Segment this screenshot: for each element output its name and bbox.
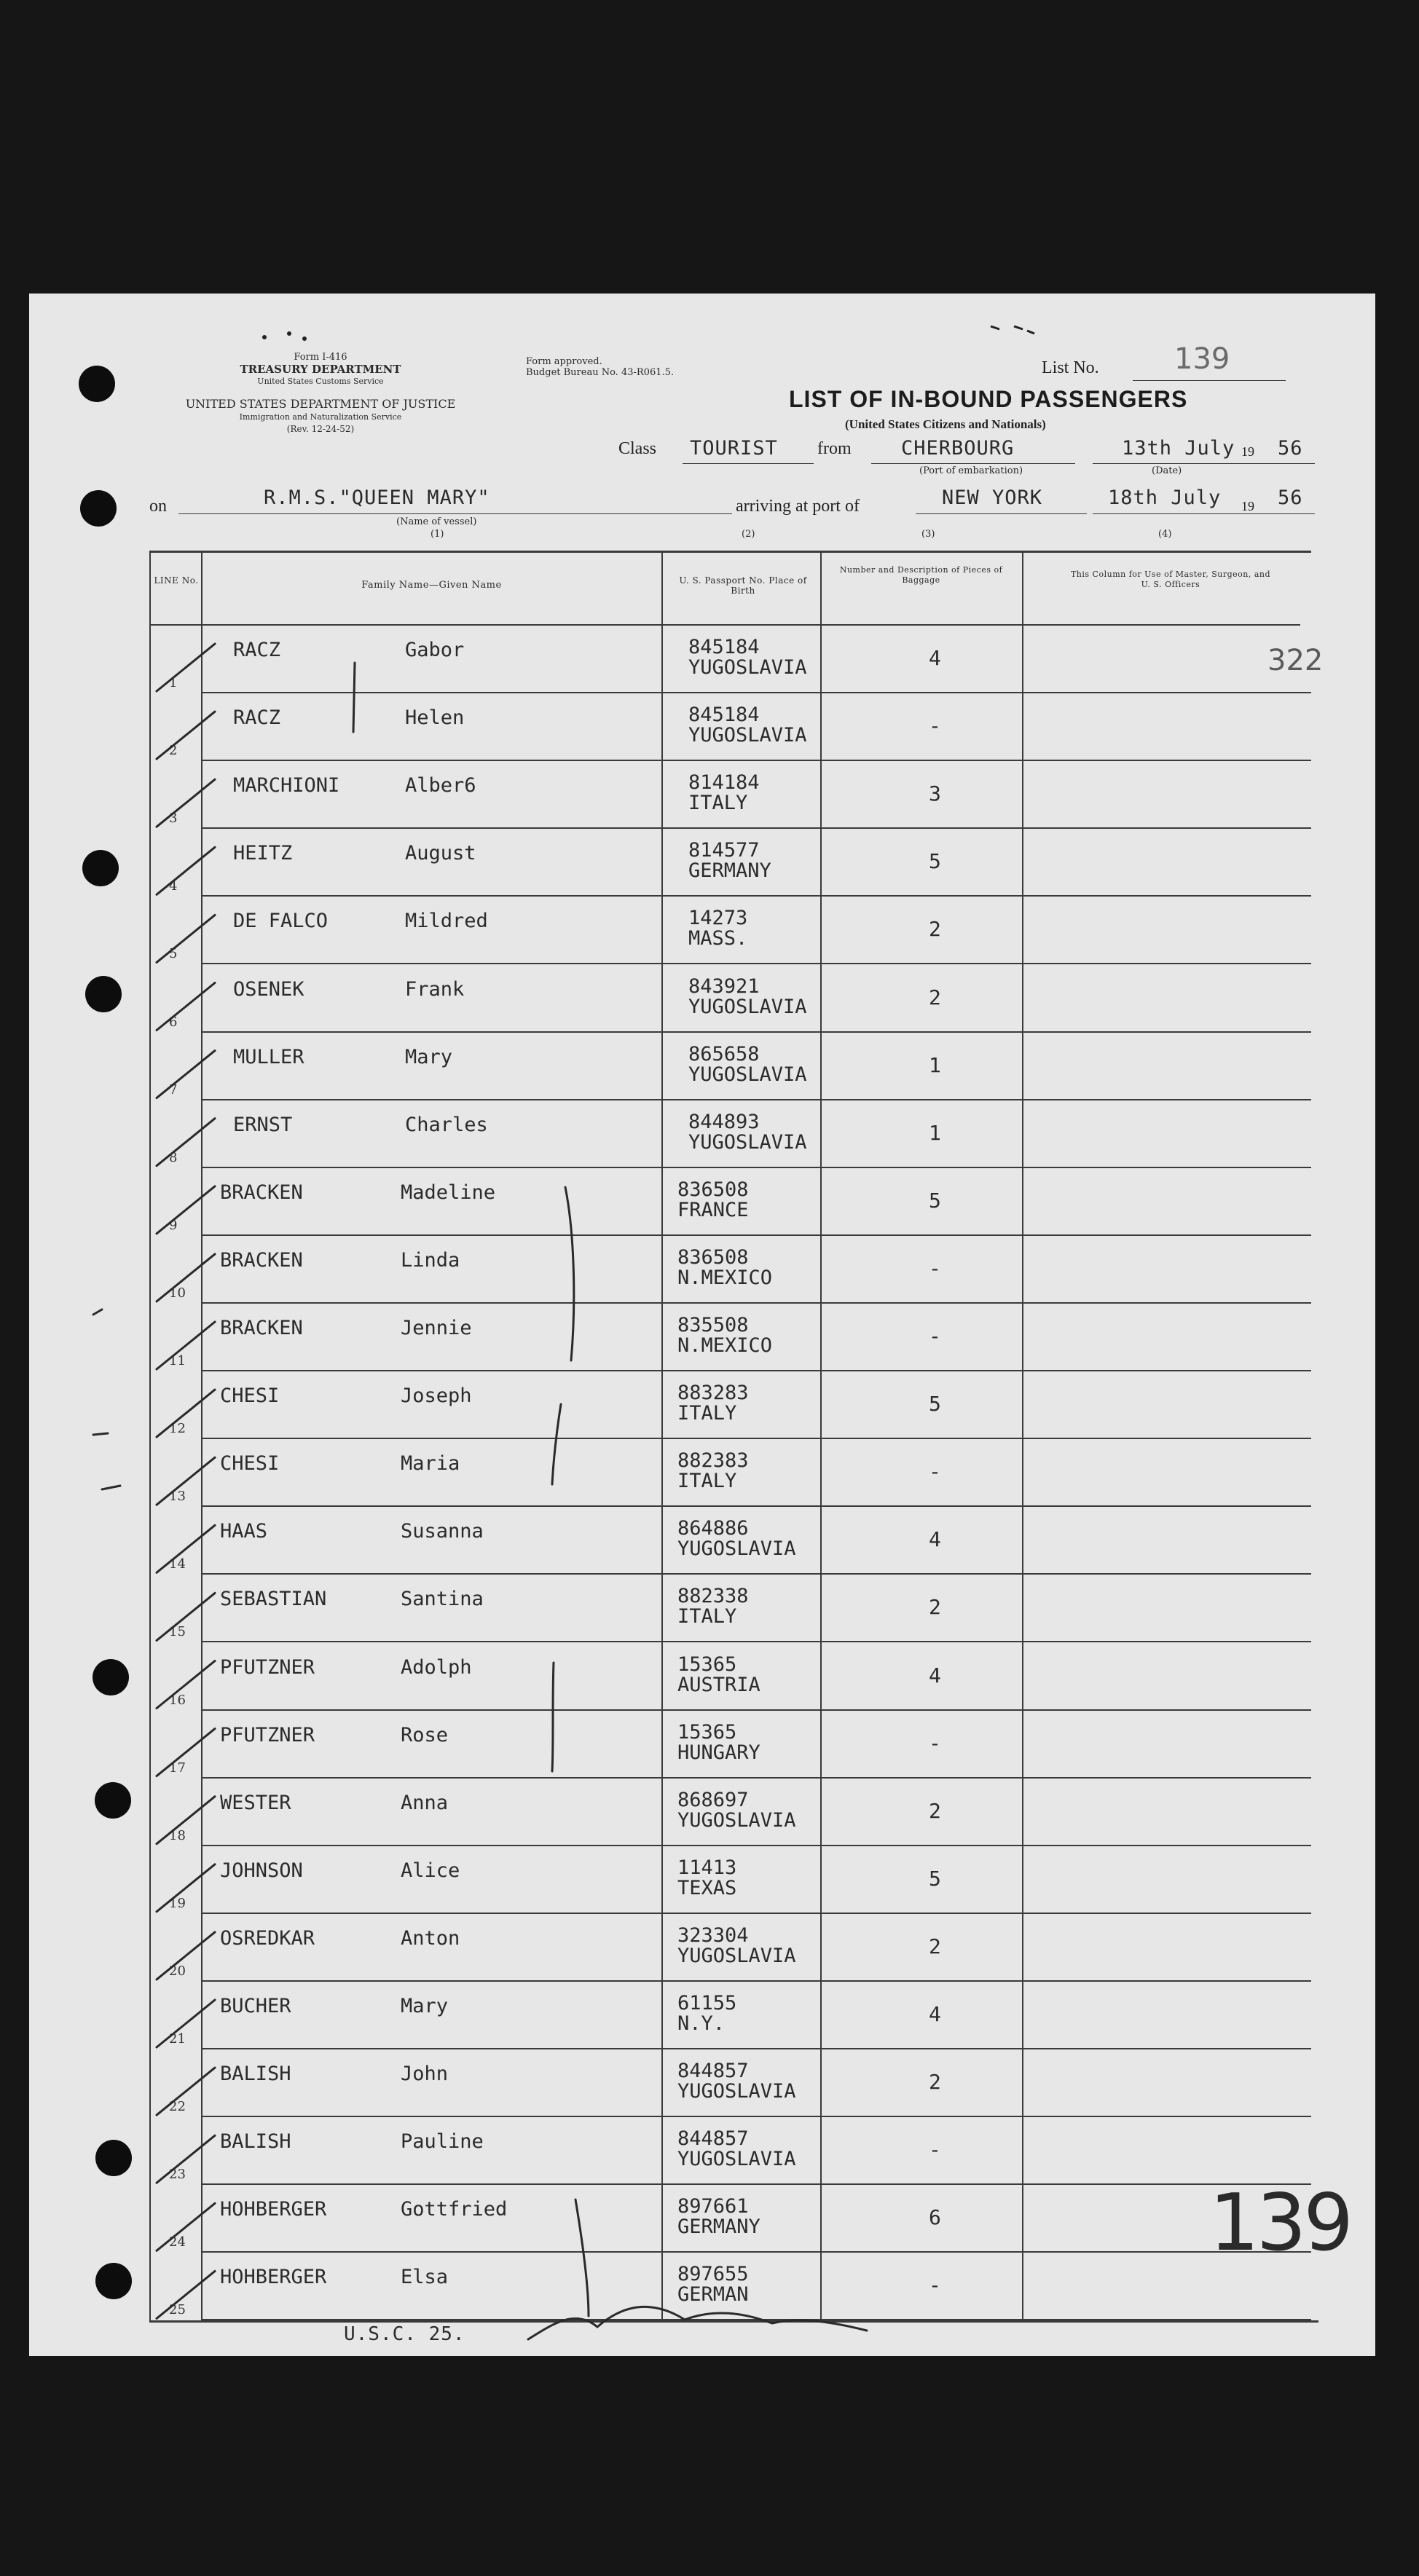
passport-number: 897655 bbox=[677, 2263, 749, 2286]
check-mark bbox=[157, 1390, 215, 1437]
baggage-count: 2 bbox=[929, 1934, 941, 1958]
line-number: 14 bbox=[169, 1556, 186, 1572]
passport-number: 883283 bbox=[677, 1382, 749, 1405]
birth-place: TEXAS bbox=[677, 1876, 737, 1899]
baggage-count: - bbox=[929, 1730, 941, 1755]
col-header-passport: U. S. Passport No. Place of Birth bbox=[679, 575, 807, 596]
given-name: Pauline bbox=[401, 2130, 484, 2154]
family-name: RACZ bbox=[233, 639, 281, 661]
line-number: 11 bbox=[169, 1353, 186, 1368]
family-name: OSREDKAR bbox=[220, 1926, 315, 1950]
given-name: Susanna bbox=[401, 1520, 484, 1543]
list-no-value: 139 bbox=[1174, 342, 1230, 376]
on-label: on bbox=[149, 497, 167, 516]
line-number: 17 bbox=[169, 1760, 186, 1776]
check-mark bbox=[157, 2271, 215, 2318]
birth-place: ITALY bbox=[688, 792, 748, 815]
passport-number: 814184 bbox=[688, 771, 760, 795]
col-num-3: (3) bbox=[921, 529, 935, 540]
birth-place: YUGOSLAVIA bbox=[677, 1537, 796, 1561]
baggage-count: 5 bbox=[929, 1188, 941, 1213]
check-mark bbox=[157, 1729, 215, 1776]
footer-code: U.S.C. 25. bbox=[344, 2323, 465, 2345]
passport-number: 882338 bbox=[677, 1585, 749, 1608]
line-number: 2 bbox=[169, 743, 178, 759]
check-mark bbox=[157, 1661, 215, 1709]
vessel-caption: (Name of vessel) bbox=[396, 516, 477, 527]
baggage-count: 5 bbox=[929, 1866, 941, 1891]
budget-bureau: Budget Bureau No. 43-R061.5. bbox=[526, 367, 675, 378]
birth-place: GERMANY bbox=[688, 859, 771, 883]
baggage-count: 2 bbox=[929, 917, 941, 942]
line-number: 23 bbox=[169, 2167, 186, 2183]
passport-number: 845184 bbox=[688, 636, 760, 658]
baggage-count: 3 bbox=[929, 781, 941, 806]
baggage-count: - bbox=[929, 714, 941, 738]
family-name: ERNST bbox=[233, 1113, 293, 1136]
passport-number: 865658 bbox=[688, 1042, 760, 1066]
check-mark bbox=[157, 1186, 215, 1234]
birth-place: AUSTRIA bbox=[677, 1673, 760, 1696]
page-subtitle: (United States Citizens and Nationals) bbox=[845, 417, 1046, 431]
family-name: CHESI bbox=[220, 1452, 280, 1476]
class-label: Class bbox=[618, 439, 657, 458]
birth-place: GERMAN bbox=[677, 2283, 749, 2307]
embarkation-port: CHERBOURG bbox=[901, 437, 1015, 460]
check-mark bbox=[157, 915, 215, 962]
birth-place: YUGOSLAVIA bbox=[688, 656, 807, 679]
baggage-count: - bbox=[929, 2273, 941, 2298]
passport-number: 844857 bbox=[677, 2060, 749, 2083]
birth-place: YUGOSLAVIA bbox=[688, 1063, 807, 1086]
given-name: Gottfried bbox=[401, 2198, 508, 2221]
line-number: 25 bbox=[169, 2302, 186, 2318]
given-name: Gabor bbox=[405, 639, 465, 661]
col-num-1: (1) bbox=[431, 529, 444, 540]
customs-service: United States Customs Service bbox=[257, 377, 384, 386]
family-name: RACZ bbox=[233, 706, 281, 730]
given-name: Helen bbox=[405, 706, 465, 730]
justice-department: UNITED STATES DEPARTMENT OF JUSTICE bbox=[185, 397, 456, 411]
check-mark bbox=[157, 1119, 215, 1166]
check-mark bbox=[157, 1254, 215, 1301]
baggage-count: 2 bbox=[929, 1595, 941, 1620]
given-name: August bbox=[405, 842, 476, 865]
birth-place: ITALY bbox=[677, 1605, 737, 1628]
baggage-count: - bbox=[929, 1256, 941, 1280]
given-name: Rose bbox=[401, 1723, 449, 1746]
family-name: HOHBERGER bbox=[220, 2198, 327, 2221]
line-number: 1 bbox=[169, 675, 178, 690]
arrival-port: NEW YORK bbox=[942, 487, 1043, 509]
birth-place: HUNGARY bbox=[677, 1741, 760, 1764]
line-number: 4 bbox=[169, 878, 178, 894]
col-num-4: (4) bbox=[1158, 529, 1172, 540]
col-header-officers: This Column for Use of Master, Surgeon, and U. S. Officers bbox=[1070, 570, 1271, 589]
line-number: 20 bbox=[169, 1963, 186, 1979]
family-name: BRACKEN bbox=[220, 1317, 303, 1339]
birth-place: ITALY bbox=[677, 1470, 737, 1493]
given-name: Madeline bbox=[401, 1181, 496, 1204]
family-name: MARCHIONI bbox=[233, 774, 340, 797]
check-mark bbox=[157, 1797, 215, 1844]
arrival-year-prefix: 19 bbox=[1241, 499, 1254, 513]
passport-number: 814577 bbox=[688, 839, 760, 862]
birth-place: YUGOSLAVIA bbox=[688, 1130, 807, 1154]
baggage-count: - bbox=[929, 2138, 941, 2162]
arriving-label: arriving at port of bbox=[736, 497, 860, 516]
embarkation-date: 13th July bbox=[1122, 437, 1235, 460]
check-mark bbox=[157, 2068, 215, 2115]
from-label: from bbox=[817, 439, 852, 458]
passport-number: 323304 bbox=[677, 1923, 749, 1947]
given-name: John bbox=[401, 2063, 449, 2086]
baggage-count: 1 bbox=[929, 1120, 941, 1145]
line-number: 13 bbox=[169, 1489, 186, 1505]
check-mark bbox=[157, 1593, 215, 1640]
given-name: Jennie bbox=[401, 1317, 472, 1339]
family-name: BALISH bbox=[220, 2130, 291, 2154]
passport-number: 864886 bbox=[677, 1517, 749, 1540]
check-mark bbox=[157, 983, 215, 1031]
check-mark bbox=[157, 2000, 215, 2047]
baggage-count: 5 bbox=[929, 849, 941, 874]
line-number: 24 bbox=[169, 2234, 186, 2250]
baggage-count: 2 bbox=[929, 2070, 941, 2095]
form-approved: Form approved. bbox=[526, 356, 602, 367]
given-name: Alber6 bbox=[405, 774, 476, 797]
baggage-count: 2 bbox=[929, 1798, 941, 1823]
ins-service: Immigration and Naturalization Service bbox=[239, 412, 402, 422]
class-value: TOURIST bbox=[690, 437, 778, 460]
baggage-count: 4 bbox=[929, 1663, 941, 1687]
birth-place: YUGOSLAVIA bbox=[677, 2080, 796, 2103]
check-mark bbox=[157, 1322, 215, 1369]
given-name: Alice bbox=[401, 1859, 460, 1882]
baggage-count: 2 bbox=[929, 985, 941, 1009]
birth-place: YUGOSLAVIA bbox=[677, 2148, 796, 2171]
check-mark bbox=[157, 1864, 215, 1912]
family-name: BALISH bbox=[220, 2063, 291, 2086]
col-header-name: Family Name—Given Name bbox=[361, 580, 502, 591]
birth-place: YUGOSLAVIA bbox=[677, 1808, 796, 1832]
passport-number: 843921 bbox=[688, 974, 760, 998]
embarkation-year: 56 bbox=[1278, 437, 1303, 460]
birth-place: FRANCE bbox=[677, 1198, 749, 1221]
check-mark bbox=[157, 1457, 215, 1505]
family-name: BUCHER bbox=[220, 1995, 291, 2017]
family-name: CHESI bbox=[220, 1384, 280, 1408]
family-name: HEITZ bbox=[233, 842, 293, 865]
family-name: BRACKEN bbox=[220, 1181, 303, 1204]
baggage-count: 6 bbox=[929, 2205, 941, 2230]
col-header-line: LINE No. bbox=[154, 575, 199, 586]
baggage-count: - bbox=[929, 1460, 941, 1484]
passport-number: 11413 bbox=[677, 1856, 737, 1879]
side-number: 322 bbox=[1267, 644, 1324, 677]
passport-number: 845184 bbox=[688, 704, 760, 727]
date-caption: (Date) bbox=[1152, 465, 1182, 476]
family-name: SEBASTIAN bbox=[220, 1588, 327, 1611]
line-number: 3 bbox=[169, 811, 178, 827]
birth-place: GERMANY bbox=[677, 2215, 760, 2239]
given-name: Mary bbox=[401, 1995, 449, 2017]
line-number: 6 bbox=[169, 1014, 178, 1030]
birth-place: N.Y. bbox=[677, 2012, 726, 2035]
given-name: Linda bbox=[401, 1248, 460, 1272]
given-name: Anna bbox=[401, 1791, 449, 1814]
passport-number: 868697 bbox=[677, 1788, 749, 1811]
baggage-count: - bbox=[929, 1324, 941, 1348]
passport-number: 14273 bbox=[688, 907, 748, 930]
treasury-department: TREASURY DEPARTMENT bbox=[240, 363, 401, 376]
given-name: Mildred bbox=[405, 910, 488, 933]
check-mark bbox=[157, 1932, 215, 1980]
revision-date: (Rev. 12-24-52) bbox=[286, 424, 355, 434]
given-name: Adolph bbox=[401, 1655, 472, 1679]
line-number: 8 bbox=[169, 1149, 178, 1165]
family-name: PFUTZNER bbox=[220, 1723, 315, 1746]
line-number: 18 bbox=[169, 1827, 186, 1843]
passport-number: 15365 bbox=[677, 1653, 737, 1676]
birth-place: YUGOSLAVIA bbox=[688, 995, 807, 1018]
check-mark bbox=[157, 2135, 215, 2183]
line-number: 21 bbox=[169, 2031, 186, 2047]
line-number: 19 bbox=[169, 1895, 186, 1911]
birth-place: N.MEXICO bbox=[677, 1334, 773, 1357]
line-number: 7 bbox=[169, 1082, 178, 1098]
birth-place: ITALY bbox=[677, 1402, 737, 1425]
form-number: Form I-416 bbox=[294, 352, 347, 363]
family-name: OSENEK bbox=[233, 977, 304, 1001]
passport-number: 844893 bbox=[688, 1110, 760, 1133]
passport-number: 835508 bbox=[677, 1314, 749, 1336]
passport-number: 836508 bbox=[677, 1178, 749, 1201]
baggage-count: 1 bbox=[929, 1052, 941, 1077]
list-no-label: List No. bbox=[1042, 358, 1099, 377]
family-name: HAAS bbox=[220, 1520, 268, 1543]
given-name: Mary bbox=[405, 1045, 453, 1068]
family-name: BRACKEN bbox=[220, 1248, 303, 1272]
passport-number: 836508 bbox=[677, 1245, 749, 1269]
baggage-count: 4 bbox=[929, 2002, 941, 2026]
line-number: 10 bbox=[169, 1285, 186, 1301]
year-prefix: 19 bbox=[1241, 444, 1254, 459]
arrival-date: 18th July bbox=[1108, 487, 1222, 509]
check-mark bbox=[157, 644, 215, 691]
check-mark bbox=[157, 847, 215, 894]
given-name: Charles bbox=[405, 1113, 488, 1136]
line-number: 15 bbox=[169, 1624, 186, 1640]
family-name: MULLER bbox=[233, 1045, 304, 1068]
baggage-count: 4 bbox=[929, 1527, 941, 1552]
birth-place: YUGOSLAVIA bbox=[688, 724, 807, 747]
birth-place: MASS. bbox=[688, 927, 748, 950]
check-mark bbox=[157, 1051, 215, 1098]
given-name: Frank bbox=[405, 977, 465, 1001]
line-number: 22 bbox=[169, 2099, 186, 2115]
check-mark bbox=[157, 1525, 215, 1572]
given-name: Maria bbox=[401, 1452, 460, 1476]
baggage-count: 5 bbox=[929, 1392, 941, 1417]
given-name: Anton bbox=[401, 1926, 460, 1950]
check-mark bbox=[157, 779, 215, 827]
family-name: JOHNSON bbox=[220, 1859, 303, 1882]
family-name: HOHBERGER bbox=[220, 2266, 327, 2289]
line-number: 9 bbox=[169, 1217, 178, 1233]
passport-number: 882383 bbox=[677, 1449, 749, 1473]
check-mark bbox=[157, 2203, 215, 2250]
arrival-year: 56 bbox=[1278, 487, 1303, 509]
passport-number: 15365 bbox=[677, 1720, 737, 1744]
family-name: WESTER bbox=[220, 1791, 291, 1814]
list-no-handwritten: 139 bbox=[1209, 2178, 1351, 2269]
given-name: Santina bbox=[401, 1588, 484, 1611]
col-num-2: (2) bbox=[742, 529, 755, 540]
given-name: Elsa bbox=[401, 2266, 449, 2289]
family-name: DE FALCO bbox=[233, 910, 329, 933]
passport-number: 61155 bbox=[677, 1992, 737, 2014]
family-name: PFUTZNER bbox=[220, 1655, 315, 1679]
given-name: Joseph bbox=[401, 1384, 472, 1408]
passport-number: 897661 bbox=[677, 2195, 749, 2218]
birth-place: YUGOSLAVIA bbox=[677, 1944, 796, 1967]
line-number: 5 bbox=[169, 946, 178, 962]
check-mark bbox=[157, 712, 215, 759]
line-number: 12 bbox=[169, 1421, 186, 1437]
col-header-baggage: Number and Description of Pieces of Baggage bbox=[839, 565, 1003, 585]
port-caption: (Port of embarkation) bbox=[919, 465, 1023, 476]
line-number: 16 bbox=[169, 1692, 186, 1708]
page-title: LIST OF IN-BOUND PASSENGERS bbox=[789, 386, 1188, 412]
baggage-count: 4 bbox=[929, 646, 941, 670]
passport-number: 844857 bbox=[677, 2127, 749, 2151]
vessel-name: R.M.S."QUEEN MARY" bbox=[264, 487, 490, 509]
birth-place: N.MEXICO bbox=[677, 1266, 773, 1289]
